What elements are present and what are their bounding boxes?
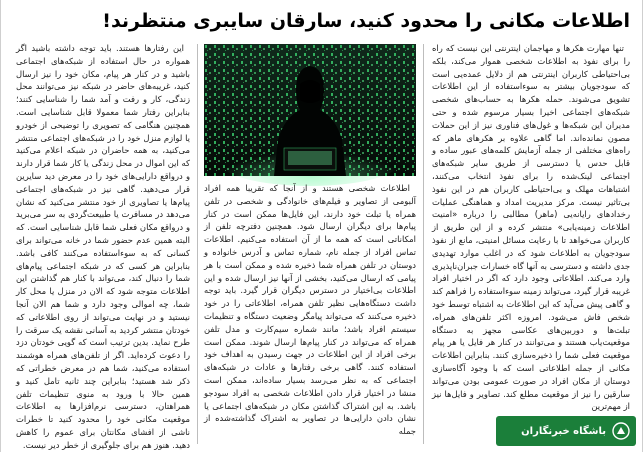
hooded-hacker-illustration	[204, 44, 416, 176]
article-headline: اطلاعات مکانی را محدود کنید، سارقان سایبری منتظرند!	[102, 10, 630, 32]
column-divider	[197, 44, 198, 444]
news-agency-watermark	[496, 416, 636, 446]
hacker-photo	[204, 44, 416, 176]
article-column-left	[16, 42, 190, 450]
column-text: اطلاعات شخصی هستند و از آنجا که تقریبا همه افراد آلبومی از تصاویر و فیلم‌های خانوادگی و شخصی در تلفن همراه یا تبلت خود دارند، این فایل‌ها ممکن است در کنار پیام‌ها برای دیگران ارسال شود. همچنین دفترچه تلفن از امکاناتی است که همه ما از آن استفاده می‌کنیم. اطلاعات تماس افراد از جمله نام، شماره تماس و آدرس خانواده و دوستان در تلفن همراه شما ذخیره شده و ممکن است با هر پیامی که ارسال می‌کنید، بخشی از آنها نیز ارسال شده و این اطلاعات بی‌اختیار در دسترس دیگران قرار گیرد. باید توجه داشت دستگاه‌هایی نظیر تلفن همراه، اطلاعاتی را در خود ذخیره می‌کنند که می‌تواند پیامگر وضعیت دستگاه و تنظیمات سیستم افراد باشد؛ مانند شماره سیم‌کارت و مدل تلفن همراه که می‌تواند در کنار پیام‌ها ارسال شوند. ممکن است برخی افراد از این اطلاعات در جهت رسیدن به اهداف خود استفاده کنند. گاهی برخی رفتارها و عادات در شبکه‌های اجتماعی که به نظر می‌رسد بسیار ساده‌اند، ممکن است منشا در اختیار قرار دادن اطلاعات شخصی به افراد سودجو باشد. به این اشتراک گذاشتن مکان در شبکه‌های اجتماعی یا نشان دادن دارایی‌ها در تصاویر به اشتراک گذاشته‌شده از جمله	[204, 183, 416, 437]
column-text: این رفتارها هستند. باید توجه داشته باشید اگر همواره در حال استفاده از شبکه‌های اجتماعی باشید و در کنار هر پیام، مکان خود را نیز ارسال کنید، غریبه‌های حاضر در شبکه نیز می‌توانند محل زندگی، کار و رفت و آمد شما را شناسایی کنند؛ بنابراین رفتار شما معمولا قابل شناسایی است. همچنین هنگامی که تصویری را توضیحی از خودرو یا لوازم منزل خود را در شبکه‌های اجتماعی منتشر می‌کنید، به همه حاضران در شبکه اعلام می‌کنید که این اموال در محل زندگی یا کار شما قرار دارند و درواقع دارایی‌های خود را در معرض دید سایرین قرار می‌دهید. گاهی نیز در شبکه‌های اجتماعی پیام‌ها یا تصاویری از خود منتشر می‌کنید که نشان می‌دهد در مسافرت یا طبیعت‌گردی به سر می‌برید و درواقع مکان فعلی شما قابل شناسایی است. که البته همین عدم حضور شما در خانه می‌تواند برای کسانی که به سوءاستفاده می‌کنند کافی باشد. بنابراین هر کسی که در شبکه اجتماعی پیام‌های شما را دنبال کند، می‌تواند با کنار هم گذاشتن این اطلاعات متوجه شود که الان در منزل یا محل کار شما، چه اموالی وجود دارد و شما هم الان آنجا نیستید و در نهایت می‌تواند از روی اطلاعاتی که خودتان منتشر کردید به آسانی نقشه یک سرقت را طرح نماید. بدین ترتیب است که گویی خودتان دزد را دعوت کرده‌اید. اگر از تلفن‌های همراه هوشمند استفاده می‌کنید، شما هم در معرض خطراتی که ذکر شد هستید؛ بنابراین چند ثانیه تامل کنید و همین حالا با ورود به منوی تنظیمات تلفن همراهتان، دسترسی نرم‌افزارها به اطلاعات موقعیت مکانی خود را محدود کنید تا خطرات ناشی از افشای مکانتان برای عموم را کاهش دهید. هنوز هم برای جلوگیری از خطر دیر نیست.	[16, 43, 190, 450]
column-divider	[423, 44, 424, 444]
article-column-right	[432, 42, 630, 442]
news-agency-logo-icon	[612, 422, 630, 440]
watermark-label: باشگاه خبرنگاران	[521, 425, 606, 437]
column-text: تنها مهارت هکرها و مهاجمان اینترنتی این نیست که راه را برای نفوذ به اطلاعات شخصی هموار می‌کند، بلکه بی‌احتیاطی کاربران اینترنتی هم از دلایل عمده‌یی است که سودجویان بیشتر به سوءاستفاده از این اطلاعات تشویق می‌شوند. حمله هکرها به حساب‌های شخصی شبکه‌های اجتماعی اخیرا بسیار مرسوم شده و حتی مدیران این شبکه‌ها و غول‌های فناوری نیز از این حملات مصون نمانده‌اند. اما گاهی علاوه بر هکرهای ماهر که راه‌های مختلفی از جمله آزمایش کلمه‌های عبور ساده و قابل حدس یا دسترسی از طریق سایر شبکه‌های اجتماعی لینک‌شده را برای نفوذ انتخاب می‌کنند، اشتباهات مهلک و بی‌احتیاطی کاربران هم در این نفوذ بی‌تاثیر نیست. مرکز مدیریت امداد و هماهنگی عملیات رخدادهای رایانه‌یی (ماهر) مطالبی را درباره «امنیت اطلاعات زمینه‌یابی» منتشر کرده و از این طریق از کاربران می‌خواهد تا با رعایت مسائل امنیتی، مانع از نفوذ سودجویان به اطلاعات شود که در اغلب موارد تهدیدی جدی داشته و دسترسی به آنها گاه خسارات جبران‌ناپذیری وارد می‌کند. اطلاعاتی وجود دارد که اگر در اختیار افراد غریبه قرار گیرد، می‌تواند زمینه سوءاستفاده را فراهم کند و گاهی پیش می‌آید که این اطلاعات به اشتباه توسط خود شخص فاش می‌شود. امروزه اکثر تلفن‌های همراه، تبلت‌ها و دوربین‌های عکاسی مجهز به دستگاه موقعیت‌یاب هستند و می‌توانند در کنار هر فایل یا هر پیام موقعیت فعلی شما را ذخیره‌سازی کنند. بنابراین اطلاعات مکانی از جمله اطلاعاتی است که با وجود آگاه‌سازی دوستان از مکان افراد در صورت عمومی بودن می‌تواند سارقین را نیز از موقعیت مطلع کند. تصاویر و فایل‌ها نیز از مهم‌ترین	[432, 43, 630, 412]
article-column-middle	[204, 182, 416, 446]
